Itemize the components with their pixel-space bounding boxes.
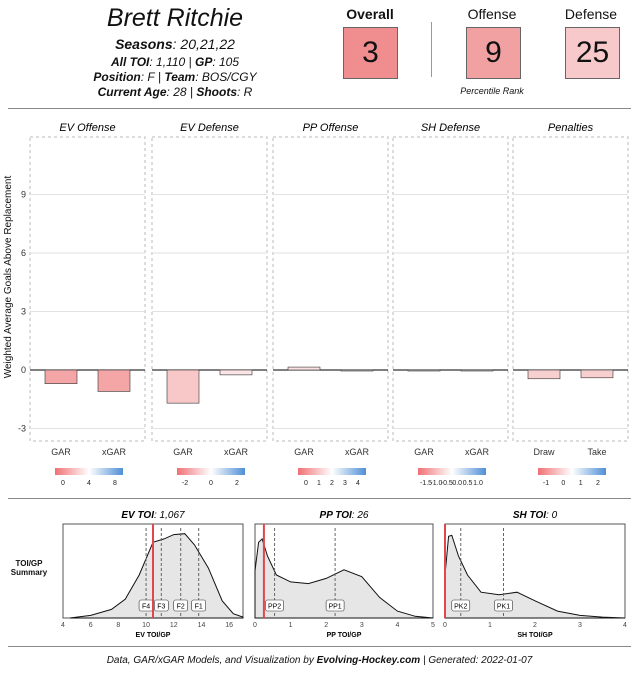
position-value: : F |: [140, 70, 161, 84]
category-label-0-0: GAR: [51, 447, 71, 457]
toi-xlabel-0: EV TOI/GP: [135, 632, 171, 639]
y-tick-4: 9: [20, 189, 26, 200]
toi-value: : 1,110 |: [149, 55, 192, 69]
toi-tick-0-2: 8: [116, 622, 121, 629]
toi-title-label-1: PP TOI: [319, 510, 352, 521]
category-label-2-1: xGAR: [344, 447, 370, 457]
overall-label: Overall: [346, 6, 394, 22]
legend-tick-0-1: 4: [87, 480, 91, 487]
footer-site: Evolving-Hockey.com: [316, 655, 421, 666]
legend-tick-0-2: 8: [113, 480, 117, 487]
toi-xlabel-1: PP TOI/GP: [326, 632, 362, 639]
legend-tick-1-2: 2: [235, 480, 239, 487]
toi-title-value-0: : 1,067: [154, 510, 185, 521]
panel-title-1: EV Defense: [180, 122, 239, 134]
percentile-caption: Percentile Rank: [460, 86, 524, 96]
gp-value: : 105: [212, 55, 240, 69]
toi-tick-2-1: 1: [488, 622, 492, 629]
legend-tick-3-3: 0.0: [452, 480, 463, 487]
shoots-value: : R: [237, 85, 253, 99]
y-tick-1: 0: [20, 365, 26, 375]
panel-title-4: Penalties: [547, 122, 594, 134]
team-label: Team: [164, 70, 196, 84]
toi-title-value-2: : 0: [546, 510, 558, 521]
category-label-1-1: xGAR: [223, 447, 249, 457]
toi-tick-0-6: 16: [225, 622, 234, 629]
defense-rank-box: 25: [565, 27, 620, 79]
footer-suffix: | Generated: 2022-01-07: [422, 655, 533, 666]
marker-label-0-2: F2: [176, 603, 185, 611]
toi-tick-2-2: 2: [533, 622, 537, 629]
legend-tick-3-0: -1.5: [419, 480, 433, 487]
marker-label-1-0: PP2: [267, 603, 282, 611]
toi-side-label-1: TOI/GP: [15, 559, 43, 568]
offense-rank-box: 9: [466, 27, 521, 79]
toi-tick-1-2: 2: [324, 622, 329, 629]
category-label-3-0: GAR: [414, 447, 434, 457]
marker-label-0-3: F1: [194, 603, 203, 611]
toi-tick-2-3: 3: [578, 622, 582, 629]
legend-tick-4-1: 0: [561, 480, 566, 487]
category-label-3-1: xGAR: [464, 447, 490, 457]
toi-tick-2-0: 0: [443, 622, 447, 629]
legend-tick-4-0: -1: [542, 480, 550, 487]
toi-tick-0-0: 4: [61, 622, 65, 629]
legend-tick-3-1: -1.0: [430, 480, 443, 487]
toi-tick-0-3: 10: [142, 622, 150, 629]
legend-tick-2-1: 1: [317, 480, 321, 487]
marker-label-2-0: PK2: [454, 603, 468, 611]
seasons-value: : 20,21,22: [172, 36, 235, 52]
seasons-label: Seasons: [115, 36, 173, 52]
toi-tick-1-0: 0: [253, 622, 257, 629]
toi-tick-1-1: 1: [288, 622, 293, 629]
team-value: : BOS/CGY: [195, 70, 257, 84]
marker-label-0-1: F3: [157, 603, 166, 611]
toi-side-label: [4, 559, 54, 577]
toi-title-value-1: : 26: [351, 510, 369, 521]
defense-label: Defense: [564, 6, 618, 22]
toi-tick-0-1: 6: [88, 622, 93, 629]
legend-tick-2-3: 3: [343, 480, 347, 487]
legend-tick-4-3: 2: [596, 480, 600, 487]
age-value: : 28 |: [166, 85, 193, 99]
toi-tick-0-5: 14: [197, 622, 206, 629]
offense-label: Offense: [467, 6, 517, 22]
age-label: Current Age: [97, 85, 167, 99]
panel-title-0: EV Offense: [59, 122, 116, 134]
marker-label-2-1: PK1: [496, 603, 511, 611]
gp-label: GP: [195, 55, 213, 69]
legend-tick-4-2: 1: [578, 480, 583, 487]
legend-tick-2-4: 4: [356, 480, 360, 487]
toi-tick-2-4: 4: [623, 622, 627, 629]
position-label: Position: [93, 70, 141, 84]
toi-title-2: [513, 510, 558, 521]
toi-tick-1-4: 4: [395, 622, 400, 629]
toi-title-1: [320, 510, 369, 521]
toi-tick-0-4: 12: [169, 622, 178, 629]
footer-divider: [8, 646, 631, 647]
footer-prefix: Data, GAR/xGAR Models, and Visualization by: [106, 655, 314, 666]
legend-tick-1-0: -2: [181, 480, 189, 487]
toi-tick-1-5: 5: [431, 622, 435, 629]
toi-title-label-2: SH TOI: [512, 510, 547, 521]
toi-title-label-0: EV TOI: [121, 510, 155, 521]
y-tick-3: 6: [20, 248, 26, 258]
category-label-4-0: Draw: [533, 447, 555, 457]
legend-tick-1-1: 0: [209, 480, 213, 487]
gar-y-axis-label: Weighted Average Goals Above Replacement: [3, 175, 14, 379]
legend-tick-3-2: -0.5: [440, 480, 453, 487]
overall-rank-box: 3: [343, 27, 398, 79]
panel-title-3: SH Defense: [420, 122, 481, 134]
toi-side-label-2: Summary: [10, 568, 48, 577]
footer-credit: [0, 655, 639, 666]
toi-tick-1-3: 3: [359, 622, 364, 629]
legend-tick-3-4: 0.5: [462, 480, 473, 487]
category-label-4-1: Take: [587, 447, 607, 457]
panel-title-2: PP Offense: [302, 122, 359, 134]
shoots-label: Shoots: [196, 85, 238, 99]
player-name: Brett Ritchie: [106, 4, 244, 32]
legend-tick-2-0: 0: [304, 480, 308, 487]
legend-tick-2-2: 2: [330, 480, 334, 487]
y-tick-2: 3: [20, 306, 26, 317]
category-label-0-1: xGAR: [101, 447, 127, 457]
toi-label: All TOI: [110, 55, 150, 69]
toi-xlabel-2: SH TOI/GP: [517, 632, 553, 639]
legend-tick-3-5: 1.0: [473, 480, 483, 487]
marker-label-1-1: PP1: [328, 603, 342, 611]
category-label-2-0: GAR: [294, 447, 314, 457]
legend-tick-0-0: 0: [61, 480, 65, 487]
category-label-1-0: GAR: [173, 447, 193, 457]
marker-label-0-0: F4: [141, 603, 151, 611]
toi-title-0: [121, 510, 185, 521]
y-tick-0: -3: [17, 423, 26, 434]
